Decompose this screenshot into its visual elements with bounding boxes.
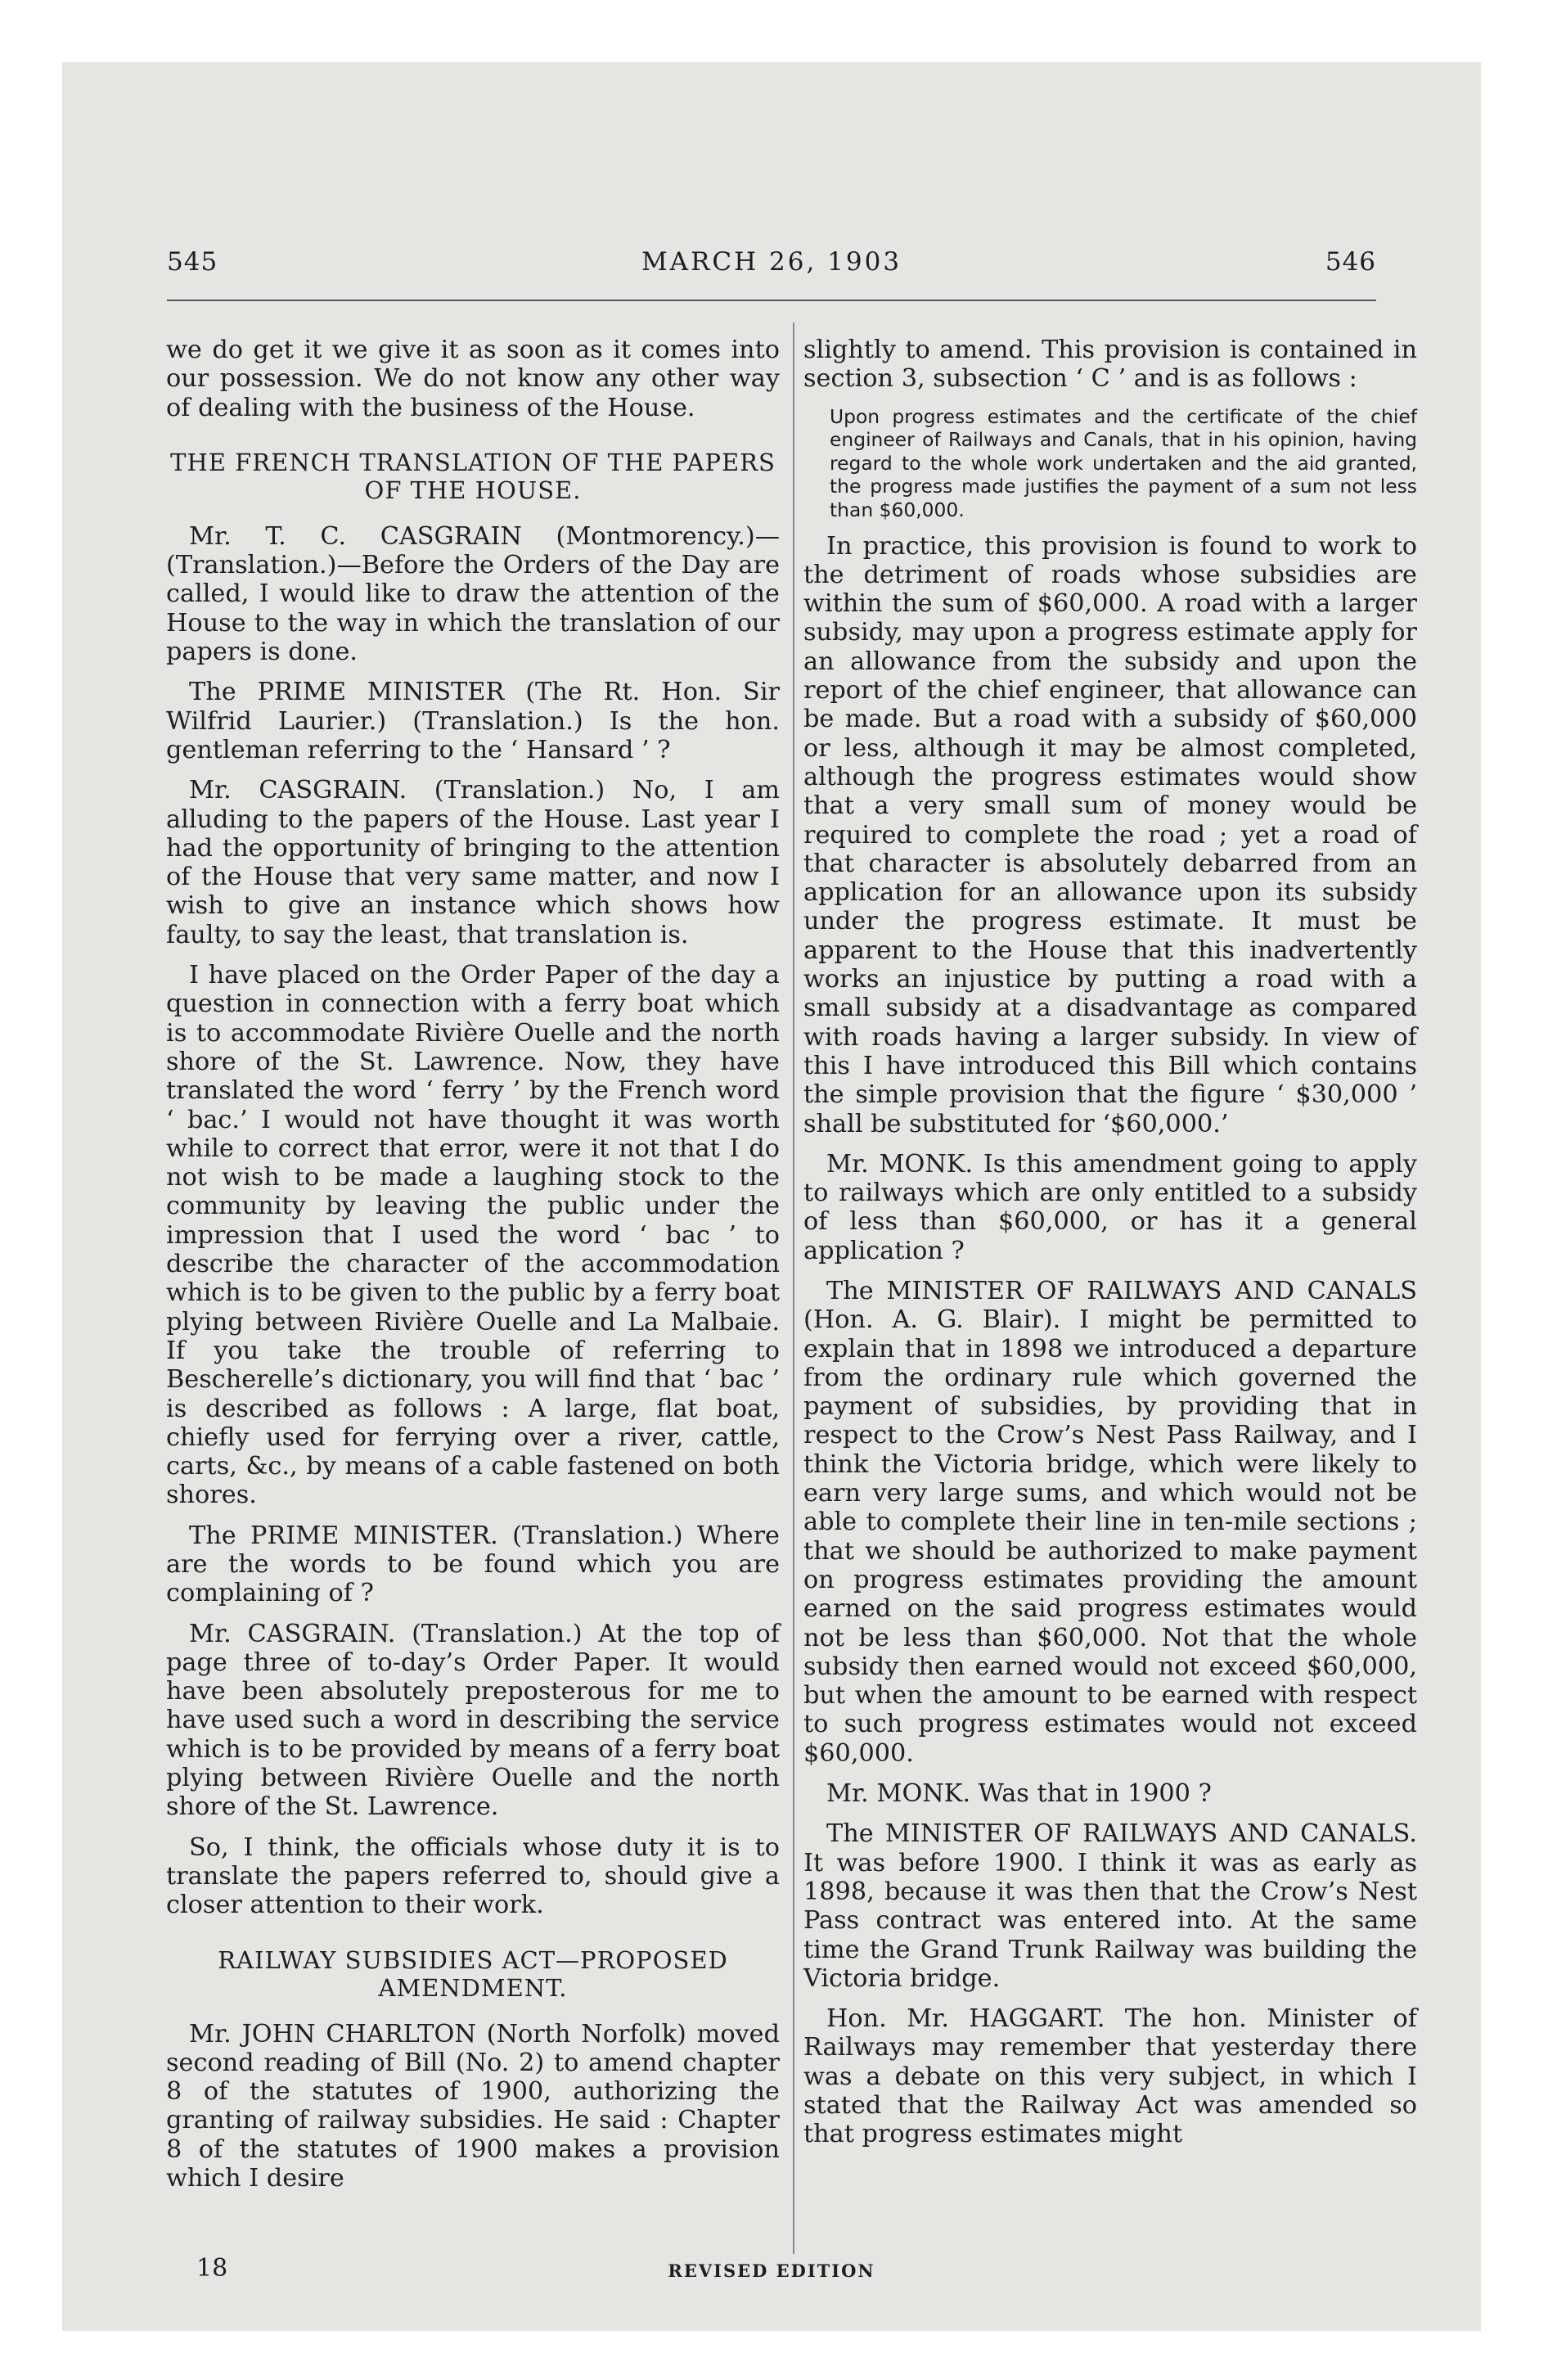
section-heading: RAILWAY SUBSIDIES ACT—PROPOSED AMENDMENT. — [218, 1945, 728, 2002]
left-page-number: 545 — [167, 247, 218, 277]
edition-label: REVISED EDITION — [668, 2261, 875, 2281]
header-rule — [167, 300, 1376, 301]
paragraph: Mr. MONK. Was that in 1900 ? — [826, 1779, 1212, 1809]
paragraph: So, I think, the officials whose duty it is to translate the papers referred to, should give a closer attention to their work. — [166, 1832, 780, 1920]
page-sheet — [62, 62, 1481, 2331]
paragraph: Mr. MONK. Is this amendment going to apply to railways which are only entitled to a subsidy of less than $60,000, or has it a general application ? — [803, 1149, 1417, 1265]
paragraph: Mr. T. C. CASGRAIN (Montmorency.)—(Translation.)—Before the Orders of the Day are called, I would like to draw the attention of the House to the way in which the translation of our papers is done. — [166, 521, 780, 667]
paragraph: Mr. JOHN CHARLTON (North Norfolk) moved second reading of Bill (No. 2) to amend chapter 8 of the statutes of 1900, authorizing the granting of railway subsidies. He said : Chapter 8 of the statutes of 1900 makes a provision which I desire — [166, 2019, 780, 2193]
paragraph: I have placed on the Order Paper of the day a question in connection with a ferry boat which is to accommodate Rivière Ouelle and the north shore of the St. Lawrence. Now, they have translated the word ‘ ferry ’ by the French word ‘ bac.’ I would not have thought it was worth while to correct that error, were it not that I do not wish to be made a laughing stock to the community by leaving the public under the impression that I used the word ‘ bac ’ to describe the character of the accommodation which is to be given to the public by a ferry boat plying between Rivière Ouelle and La Malbaie. If you take the trouble of referring to Bescherelle’s dictionary, you will find that ‘ bac ’ is described as follows : A large, flat boat, chiefly used for ferrying over a river, cattle, carts, &c., by means of a cable fastened on both shores. — [166, 961, 780, 1510]
statute-quote: Upon progress estimates and the certificate of the chief engineer of Railways and Canals, that in his opinion, having regard to the whole work undertaken and the aid granted, the progress made justifies the payment of a sum not less than $60,000. — [830, 404, 1417, 521]
paragraph: Mr. CASGRAIN. (Translation.) At the top of page three of to-day’s Order Paper. It would have been absolutely preposterous for me to have used such a word in describing the service which is to be provided by means of a ferry boat plying between Rivière Ouelle and the north shore of the St. Lawrence. — [166, 1619, 780, 1822]
paragraph: The MINISTER OF RAILWAYS AND CANALS. It was before 1900. I think it was as early as 1898, because it was then that the Crow’s Nest Pass contract was entered into. At the same time the Grand Trunk Railway was building the Victoria bridge. — [803, 1819, 1417, 1993]
column-divider — [793, 322, 794, 2254]
paragraph: In practice, this provision is found to work to the detriment of roads whose subsidies are within the sum of $60,000. A road with a larger subsidy, may upon a progress estimate apply for an allowance from the subsidy and upon the report of the chief engineer, that allowance can be made. But a road with a subsidy of $60,000 or less, although it may be almost completed, although the progress estimates would show that a very small sum of money would be required to complete the road ; yet a road of that character is absolutely debarred from an application for an allowance upon its subsidy under the progress estimate. It must be apparent to the House that this inadvertently works an injustice by putting a road with a small subsidy at a disadvantage as compared with roads having a larger subsidy. In view of this I have introduced this Bill which contains the simple provision that the figure ‘ $30,000 ’ shall be substituted for ‘$60,000.’ — [803, 531, 1417, 1138]
right-page-number: 546 — [1325, 247, 1376, 277]
paragraph: slightly to amend. This provision is contained in section 3, subsection ‘ C ’ and is as follows : — [803, 336, 1417, 394]
signature-number: 18 — [196, 2254, 228, 2283]
left-column — [166, 336, 780, 2204]
page-header — [167, 247, 1376, 280]
paragraph: The PRIME MINISTER (The Rt. Hon. Sir Wilfrid Laurier.) (Translation.) Is the hon. gentleman referring to the ‘ Hansard ’ ? — [166, 678, 780, 764]
section-heading: THE FRENCH TRANSLATION OF THE PAPERS OF THE HOUSE. — [170, 448, 776, 504]
paragraph: The PRIME MINISTER. (Translation.) Where are the words to be found which you are complaining of ? — [166, 1521, 780, 1608]
header-date: MARCH 26, 1903 — [641, 247, 902, 277]
paragraph: Mr. CASGRAIN. (Translation.) No, I am alluding to the papers of the House. Last year I had the opportunity of bringing to the attention of the House that very same matter, and now I wish to give an instance which shows how faulty, to say the least, that translation is. — [166, 776, 780, 949]
paragraph: The MINISTER OF RAILWAYS AND CANALS (Hon. A. G. Blair). I might be permitted to explain that in 1898 we introduced a departure from the ordinary rule which governed the payment of subsidies, by providing that in respect to the Crow’s Nest Pass Railway, and I think the Victoria bridge, which were likely to earn very large sums, and which would not be able to complete their line in ten-mile sections ; that we should be authorized to make payment on progress estimates providing the amount earned on the said progress estimates would not be less than $60,000. Not that the whole subsidy then earned would not exceed $60,000, but when the amount to be earned with respect to such progress estimates would not exceed $60,000. — [803, 1276, 1417, 1768]
right-column — [803, 336, 1417, 2161]
paragraph: we do get it we give it as soon as it comes into our possession. We do not know any other way of dealing with the business of the House. — [166, 336, 780, 422]
paragraph: Hon. Mr. HAGGART. The hon. Minister of Railways may remember that yesterday there was a debate on this very subject, in which I stated that the Railway Act was amended so that progress estimates might — [803, 2004, 1417, 2149]
